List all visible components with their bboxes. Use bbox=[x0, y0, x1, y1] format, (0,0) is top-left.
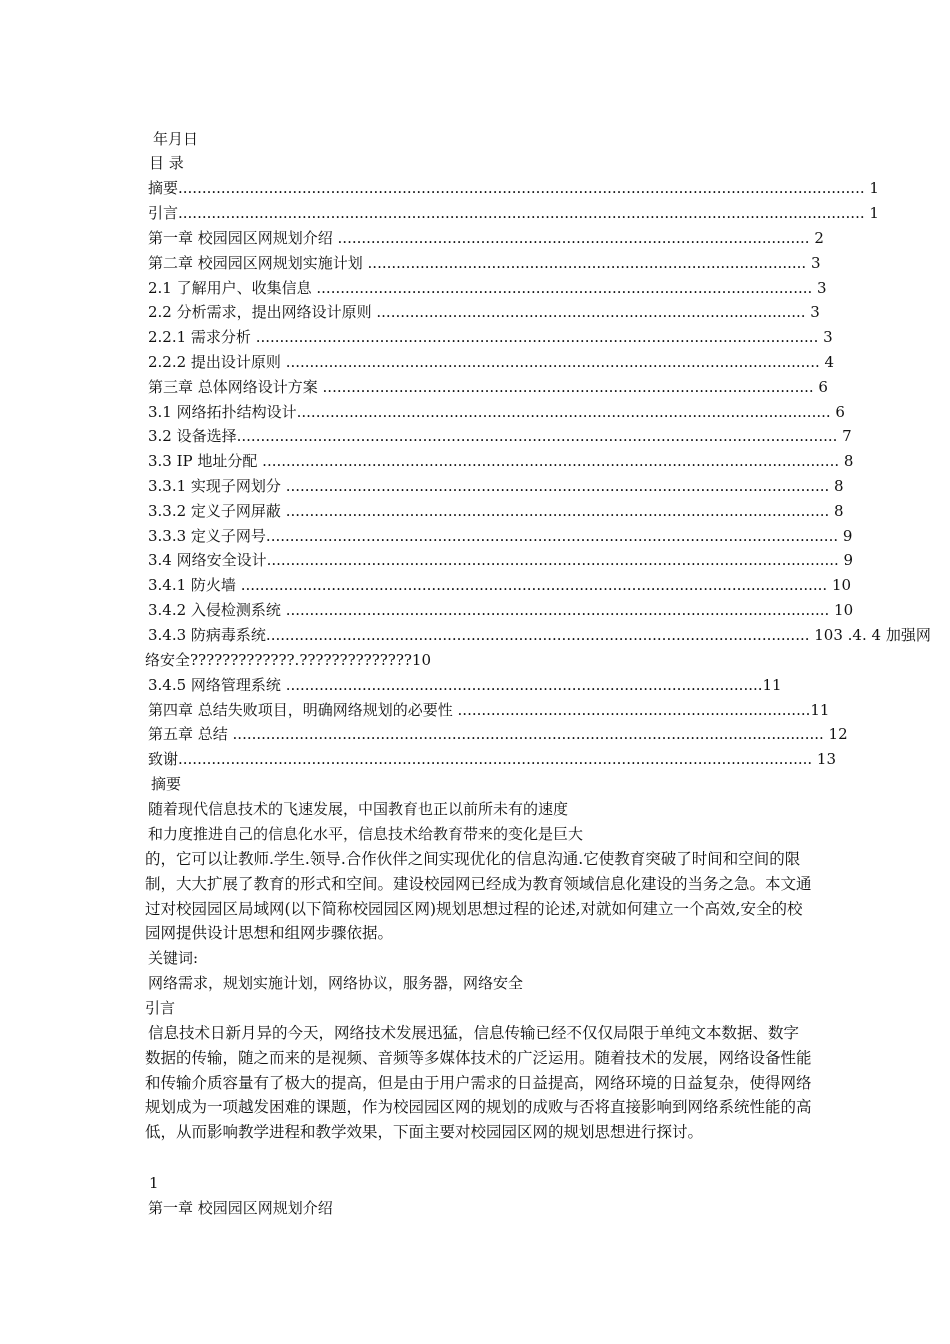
toc-entry: 致谢..................................................................................................................................... 13 bbox=[148, 750, 837, 768]
toc-entry: 第三章 总体网络设计方案 ....................................................................................................... 6 bbox=[148, 378, 828, 396]
toc-title: 目 录 bbox=[149, 154, 184, 172]
toc-entry: 3.3.3 定义子网号........................................................................................................................ 9 bbox=[148, 527, 853, 545]
date-line: 年月日 bbox=[153, 130, 199, 148]
abstract-paragraph: 的，它可以让教师.学生.领导.合作伙伴之间实现优化的信息沟通.它使教育突破了时间和空间的限制，大大扩展了教育的形式和空间。建设校园网已经成为教育领域信息化建设的当务之急。本文通过对校园园区局域网(以下简称校园园区网)规划思想过程的论述,对就如何建立一个高效,安全的校园网提供设计思想和组网步骤依据。 bbox=[145, 850, 812, 943]
toc-entry: 3.2 设备选择.............................................................................................................................. 7 bbox=[148, 427, 852, 445]
toc-entry: 3.4 网络安全设计........................................................................................................................ 9 bbox=[148, 551, 854, 569]
abstract-line: 和力度推进自己的信息化水平，信息技术给教育带来的变化是巨大 bbox=[148, 825, 584, 843]
abstract-body bbox=[145, 847, 813, 946]
toc-entry: 2.1 了解用户、收集信息 ........................................................................................................ 3 bbox=[148, 279, 827, 297]
toc-entry: 3.1 网络拓扑结构设计................................................................................................................ 6 bbox=[148, 403, 845, 421]
abstract-heading: 摘要 bbox=[151, 775, 182, 793]
keywords-label: 关键词: bbox=[148, 949, 199, 967]
abstract-line: 随着现代信息技术的飞速发展，中国教育也正以前所未有的速度 bbox=[148, 800, 569, 818]
toc-entry: 2.2 分析需求，提出网络设计原则 .......................................................................................... 3 bbox=[148, 303, 820, 321]
toc-entry: 3.4.3 防病毒系统.................................................................................................................. 103 .4. 4 加强网 bbox=[148, 626, 931, 644]
toc-entry: 3.3.2 定义子网屏蔽 .................................................................................................................. 8 bbox=[148, 502, 844, 520]
intro-paragraph: 信息技术日新月异的今天，网络技术发展迅猛，信息传输已经不仅仅局限于单纯文本数据、数字数据的传输，随之而来的是视频、音频等多媒体技术的广泛运用。随着技术的发展，网络设备性能和传输介质容量有了极大的提高，但是由于用户需求的日益提高，网络环境的日益复杂，使得网络规划成为一项越发困难的课题，作为校园园区网的规划的成败与否将直接影响到网络系统性能的高低，从而影响教学进程和教学效果，下面主要对校园园区网的规划思想进行探讨。 bbox=[145, 1024, 812, 1142]
toc-entry: 2.2.2 提出设计原则 ................................................................................................................ 4 bbox=[148, 353, 835, 371]
page-number: 1 bbox=[149, 1174, 159, 1192]
toc-entry: 3.3 IP 地址分配 ......................................................................................................................... 8 bbox=[148, 452, 854, 470]
keywords-value: 网络需求，规划实施计划，网络协议，服务器，网络安全 bbox=[148, 974, 524, 992]
toc-entry: 第五章 总结 ............................................................................................................................ 12 bbox=[148, 725, 848, 743]
toc-entry: 3.4.5 网络管理系统 ....................................................................................................11 bbox=[148, 676, 782, 694]
toc-entry: 2.2.1 需求分析 ...................................................................................................................... 3 bbox=[148, 328, 833, 346]
intro-body bbox=[145, 1021, 813, 1145]
toc-entry: 第二章 校园园区网规划实施计划 ............................................................................................ 3 bbox=[148, 254, 821, 272]
toc-entry: 第一章 校园园区网规划介绍 ................................................................................................... 2 bbox=[148, 229, 824, 247]
toc-entry: 3.4.1 防火墙 ........................................................................................................................... 10 bbox=[148, 576, 852, 594]
toc-entry: 引言................................................................................................................................................ 1 bbox=[148, 204, 879, 222]
toc-entry: 第四章 总结失败项目，明确网络规划的必要性 ..........................................................................11 bbox=[148, 701, 830, 719]
toc-entry: 摘要................................................................................................................................................ 1 bbox=[148, 179, 879, 197]
toc-entry: 3.3.1 实现子网划分 .................................................................................................................. 8 bbox=[148, 477, 844, 495]
intro-heading: 引言 bbox=[145, 999, 176, 1017]
chapter1-heading: 第一章 校园园区网规划介绍 bbox=[148, 1199, 333, 1217]
toc-overflow-line: 络安全?????????????.??????????????10 bbox=[145, 651, 431, 669]
toc-entry: 3.4.2 入侵检测系统 .................................................................................................................. 10 bbox=[148, 601, 854, 619]
